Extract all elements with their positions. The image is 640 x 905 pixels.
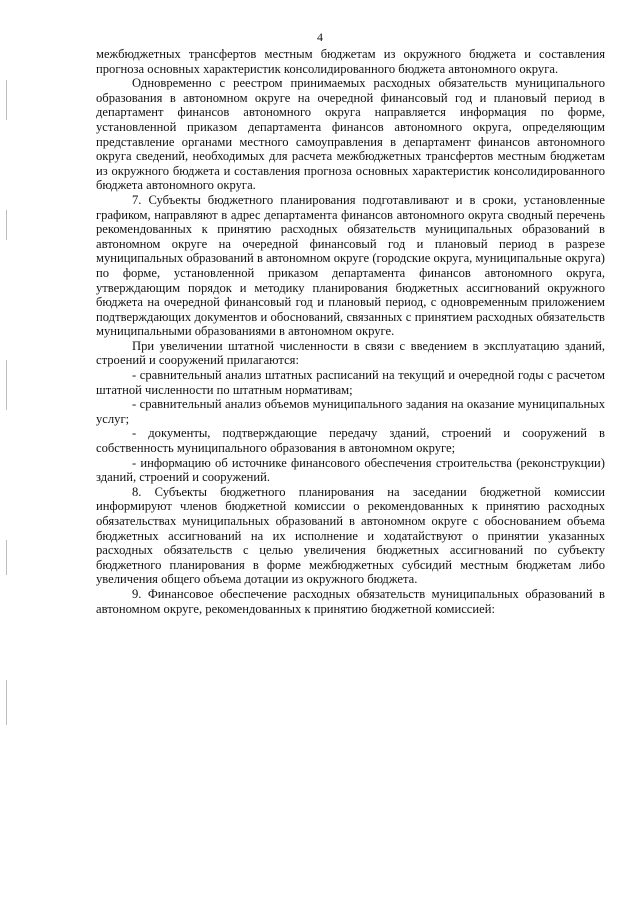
document-body: [96, 47, 605, 616]
page-number: 4: [317, 30, 323, 44]
list-item-transfer-documents: - документы, подтверждающие передачу зданий, строений и сооружений в собственность муниципального образования в автономном округе;: [96, 426, 605, 456]
paragraph-item-9: 9. Финансовое обеспечение расходных обязательств муниципальных образований в автономном округе, рекомендованных к принятию бюджетной комиссией:: [96, 586, 605, 616]
list-item-staff-analysis: - сравнительный анализ штатных расписаний на текущий и очередной годы с расчетом штатной численности по штатным нормативам;: [96, 368, 605, 397]
paragraph-registry-info: Одновременно с реестром принимаемых расходных обязательств муниципального образования в автономном округе на очередной финансовый год и плановый период в департамент финансов автономного округа направляется информация по форме, установленной приказом департамента финансов автономного округа, определяющим представление органами местного самоуправления в департамент финансов автономного округа сведений, необходимых для расчета межбюджетных трансфертов местным бюджетам из окружного бюджета и составления прогноза основных характеристик консолидированного бюджета автономного округа.: [96, 76, 605, 193]
paragraph-item-7: 7. Субъекты бюджетного планирования подготавливают и в сроки, установленные графиком, направляют в адрес департамента финансов автономного округа сводный перечень рекомендованных к принятию расходных обязательств муниципальных образований в автономном округе на очередной финансовый год и плановый период в разрезе муниципальных образований в автономном округе (городские округа, муниципальные округа) по форме, установленной приказом департамента финансов автономного округа, утверждающим порядок и методику планирования бюджетных ассигнований окружного бюджета на очередной финансовый год и плановый период, с одновременным приложением подтверждающих документов и обоснований, связанных с принятием расходных обязательств муниципальными образованиями в автономном округе.: [96, 192, 605, 339]
paragraph-continuation: межбюджетных трансфертов местным бюджетам из окружного бюджета и составления прогноза основных характеристик консолидированного бюджета автономного округа.: [96, 47, 605, 76]
paragraph-staff-increase: При увеличении штатной численности в связи с введением в эксплуатацию зданий, строений и сооружений прилагаются:: [96, 338, 605, 368]
scan-margin-marks: [6, 60, 8, 760]
paragraph-item-8: 8. Субъекты бюджетного планирования на заседании бюджетной комиссии информируют членов бюджетной комиссии о рекомендованных к принятию расходных обязательствах муниципальных образований в автономном округе с обоснованием объема бюджетных ассигнований на их исполнение и ходатайствуют о принятии указанных расходных обязательств с целью увеличения бюджетных ассигнований по субъекту бюджетного планирования в форме межбюджетных субсидий местным бюджетам либо увеличения общего объема дотации из окружного бюджета.: [96, 484, 605, 587]
list-item-task-analysis: - сравнительный анализ объемов муниципального задания на оказание муниципальных услуг;: [96, 397, 605, 426]
list-item-funding-source: - информацию об источнике финансового обеспечения строительства (реконструкции) зданий, строений и сооружений.: [96, 455, 605, 485]
